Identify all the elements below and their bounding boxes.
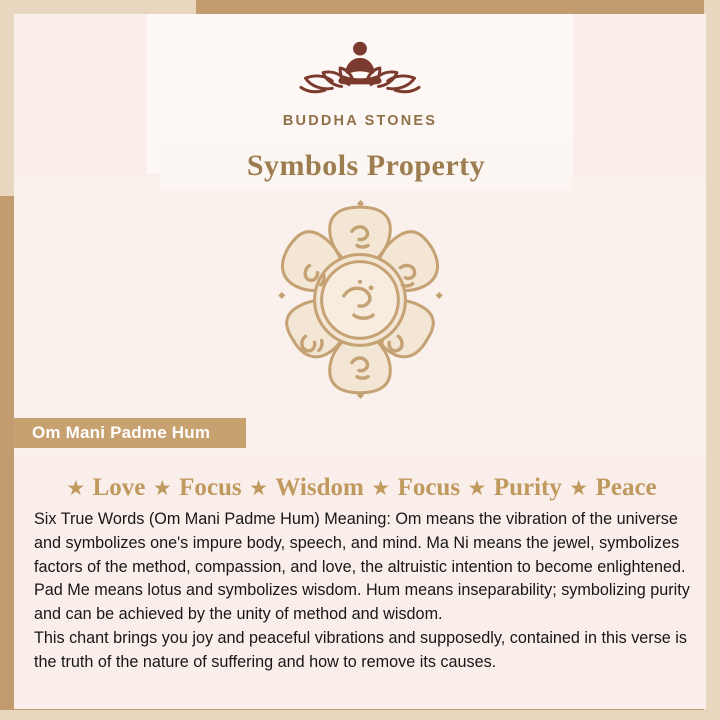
keyword-wisdom: Wisdom bbox=[275, 474, 364, 501]
frame-decoration-bottom bbox=[0, 710, 720, 720]
description-paragraph-1: Six True Words (Om Mani Padme Hum) Meaning: Om means the vibration of the universe and symbolizes one's impure body, speech, and mind. Ma Ni means the jewel, symbolizes factors of the method, compassion, and love, the altruistic intention to become enlightened. Pad Me means lotus and symbolizes wisdom. Hum means inseparability; symbolizing purity and can be achieved by the unity of method and wisdom. bbox=[34, 510, 690, 624]
description-text bbox=[34, 508, 690, 675]
page-title: Symbols Property bbox=[246, 149, 486, 182]
om-mani-padme-hum-mandala-icon bbox=[238, 195, 482, 418]
mandala-illustration-area bbox=[14, 196, 706, 416]
star-icon: ★ bbox=[249, 476, 268, 500]
star-icon: ★ bbox=[152, 476, 172, 500]
keyword-purity: Purity bbox=[493, 474, 562, 501]
frame-decoration-left bbox=[0, 0, 14, 196]
symbol-name-label: Om Mani Padme Hum bbox=[32, 423, 211, 442]
brand-name: BUDDHA STONES bbox=[282, 113, 438, 129]
keyword-peace: Peace bbox=[595, 474, 657, 501]
title-band bbox=[160, 142, 572, 190]
keyword-focus-1: Focus bbox=[179, 474, 242, 501]
frame-decoration-top-left bbox=[0, 0, 196, 14]
star-icon: ★ bbox=[467, 476, 487, 500]
content-card bbox=[14, 14, 706, 709]
frame-decoration-right bbox=[704, 0, 720, 720]
description-section bbox=[14, 456, 706, 709]
star-icon: ★ bbox=[371, 476, 391, 500]
lotus-meditation-icon bbox=[285, 32, 435, 104]
symbol-name-ribbon bbox=[14, 418, 246, 448]
star-icon: ★ bbox=[66, 476, 86, 500]
keyword-focus-2: Focus bbox=[397, 474, 461, 501]
star-icon: ★ bbox=[569, 476, 589, 500]
brand-block bbox=[14, 32, 706, 129]
description-paragraph-2: This chant brings you joy and peaceful vibrations and supposedly, contained in this verse is the truth of the nature of suffering and how to remove its causes. bbox=[34, 629, 687, 671]
keyword-list bbox=[14, 474, 706, 502]
keyword-love: Love bbox=[92, 474, 146, 501]
